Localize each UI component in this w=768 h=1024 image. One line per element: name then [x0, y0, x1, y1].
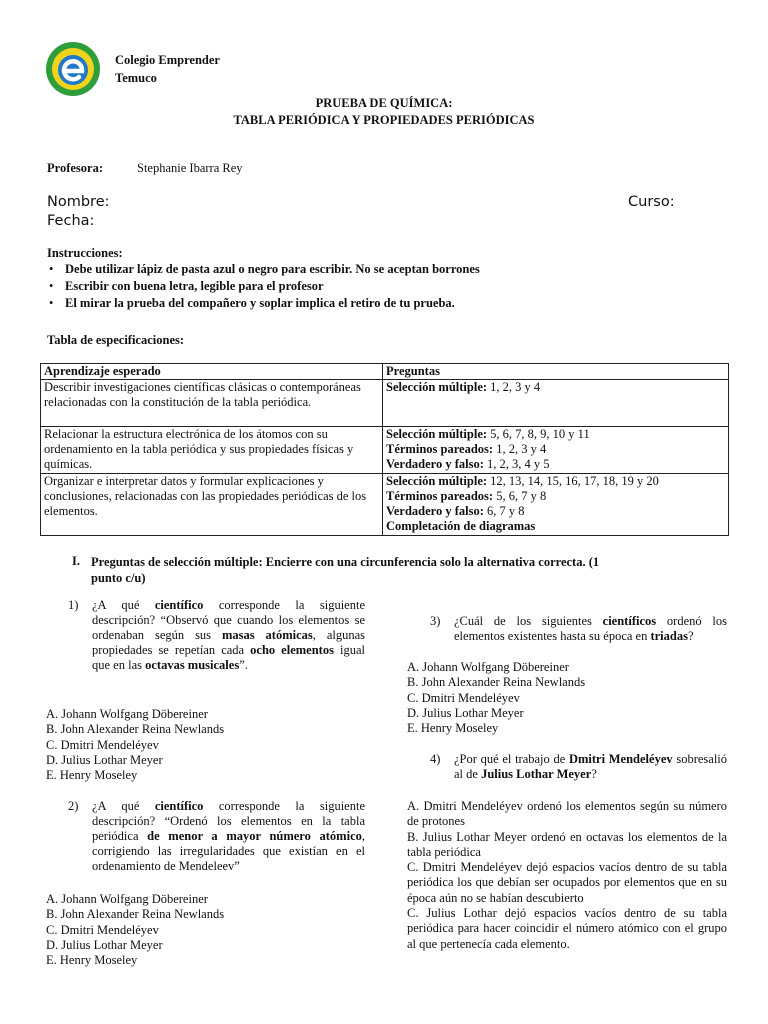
spec-q-value: 6, 7 y 8: [483, 504, 525, 518]
section1-heading: [91, 554, 741, 586]
section1-heading-line1: Preguntas de selección múltiple: Encierre con una circunferencia solo la alternativa correcta. (1: [91, 555, 600, 569]
teacher-name: Stephanie Ibarra Rey: [137, 161, 243, 175]
spec-q-value: 12, 13, 14, 15, 16, 17, 18, 19 y 20: [487, 474, 659, 488]
name-label: Nombre:: [47, 194, 110, 210]
answer-option[interactable]: A. Johann Wolfgang Döbereiner: [46, 707, 208, 721]
teacher-label: Profesora:: [47, 161, 103, 175]
spec-q-label: Selección múltiple:: [386, 380, 488, 394]
section1-heading-line2: punto c/u): [91, 571, 146, 585]
instructions-list: [47, 261, 727, 312]
question-4: [430, 752, 727, 782]
answer-option[interactable]: E. Henry Moseley: [46, 768, 138, 783]
spec-q-label: Selección múltiple:: [386, 427, 488, 441]
spec-questions-cell: [383, 427, 729, 474]
q1-options: [46, 707, 224, 783]
spec-q-label: Verdadero y falso:: [386, 457, 484, 471]
answer-option[interactable]: A. Johann Wolfgang Döbereiner: [46, 892, 208, 906]
spec-q-value: 5, 6, 7, 8, 9, 10 y 11: [487, 427, 590, 441]
answer-option[interactable]: C. Dmitri Mendeléyev: [407, 690, 520, 705]
question-3: [430, 614, 727, 644]
spec-q-label: Completación de diagramas: [386, 519, 536, 533]
question-text: ¿A qué científico corresponde la siguiente descripción? “Observó que cuando los elementos se ordenaban según sus masas atómicas, algunas propiedades se repetían cada ocho elementos igual que en las octavas musicales”.: [92, 598, 365, 672]
date-label: Fecha:: [47, 213, 95, 229]
question-2: [68, 799, 365, 874]
answer-option[interactable]: E. Henry Moseley: [46, 953, 138, 968]
spec-q-value: 1, 2, 3, 4 y 5: [483, 457, 550, 471]
spec-table-heading: Tabla de especificaciones:: [47, 333, 185, 347]
question-text: ¿Cuál de los siguientes científicos ordenó los elementos existentes hasta su época en triadas?: [454, 614, 727, 643]
spec-q-value: 5, 6, 7 y 8: [493, 489, 547, 503]
spec-learning-cell: Organizar e interpretar datos y formular explicaciones y conclusiones, relacionadas con las propiedades periódicas de los elementos.: [41, 474, 383, 536]
answer-option[interactable]: D. Julius Lothar Meyer: [407, 705, 524, 720]
spec-table: [40, 363, 729, 536]
instruction-item: • Debe utilizar lápiz de pasta azul o negro para escribir. No se aceptan borrones: [47, 261, 727, 278]
instruction-item: • Escribir con buena letra, legible para el profesor: [47, 278, 727, 295]
spec-questions-cell: [383, 474, 729, 536]
table-row: [41, 380, 729, 427]
question-text: ¿Por qué el trabajo de Dmitri Mendeléyev sobresalió al de Julius Lothar Meyer?: [454, 752, 728, 781]
question-1: [68, 598, 365, 673]
answer-option[interactable]: C. Dmitri Mendeléyev: [46, 737, 159, 752]
exam-title-line2: TABLA PERIÓDICA Y PROPIEDADES PERIÓDICAS: [233, 113, 535, 127]
school-city: Temuco: [115, 71, 157, 85]
spec-learning-cell: Relacionar la estructura electrónica de los átomos con su ordenamiento en la tabla periódica y sus propiedades físicas y químicas.: [41, 427, 383, 474]
exam-title: [0, 96, 768, 128]
question-number: 1): [68, 598, 79, 612]
answer-option[interactable]: C. Julius Lothar dejó espacios vacíos dentro de su tabla periódica para hacer coincidir el número atómico con el grupo al que pertenecía cada elemento.: [407, 906, 727, 951]
question-number: 4): [430, 752, 441, 766]
section1-numeral: I.: [72, 554, 80, 568]
answer-option[interactable]: A. Dmitri Mendeléyev ordenó los elementos según su número de protones: [407, 799, 727, 829]
table-row: [41, 427, 729, 474]
spec-q-label: Verdadero y falso:: [386, 504, 484, 518]
spec-q-value: 1, 2, 3 y 4: [487, 380, 541, 394]
answer-option[interactable]: C. Dmitri Mendeléyev: [46, 922, 159, 937]
q2-options: [46, 892, 224, 968]
school-name: Colegio Emprender: [115, 53, 220, 67]
answer-option[interactable]: D. Julius Lothar Meyer: [46, 937, 163, 952]
spec-q-label: Términos pareados:: [386, 489, 494, 503]
exam-title-line1: PRUEBA DE QUÍMICA:: [315, 96, 453, 110]
spec-col-questions: Preguntas: [383, 364, 729, 380]
spec-questions-cell: [383, 380, 729, 427]
answer-option[interactable]: B. John Alexander Reina Newlands: [407, 675, 586, 690]
school-logo-icon: [44, 40, 102, 98]
answer-option[interactable]: B. John Alexander Reina Newlands: [46, 907, 225, 922]
spec-learning-cell: Describir investigaciones científicas clásicas o contemporáneas relacionadas con la constitución de la tabla periódica.: [41, 380, 383, 427]
question-number: 3): [430, 614, 441, 628]
table-row: [41, 474, 729, 536]
answer-option[interactable]: A. Johann Wolfgang Döbereiner: [407, 660, 569, 674]
question-text: ¿A qué científico corresponde la siguiente descripción? “Ordenó los elementos en la tabla periódica de menor a mayor número atómico, corrigiendo las irregularidades que existían en el ordenamiento de Mendeleev”: [92, 799, 365, 873]
instructions: [47, 245, 727, 312]
instruction-item: • El mirar la prueba del compañero y soplar implica el retiro de tu prueba.: [47, 295, 727, 312]
course-label: Curso:: [628, 194, 675, 210]
answer-option[interactable]: B. Julius Lothar Meyer ordenó en octavas los elementos de la tabla periódica: [407, 829, 727, 859]
answer-option[interactable]: C. Dmitri Mendeléyev dejó espacios vacíos dentro de su tabla periódica los que debían ser ocupados por elementos que en su época aún no se habían descubierto: [407, 860, 727, 905]
q4-options: [407, 799, 727, 952]
spec-q-value: 1, 2, 3 y 4: [493, 442, 547, 456]
school-logo: [44, 40, 102, 98]
question-number: 2): [68, 799, 79, 813]
spec-q-label: Selección múltiple:: [386, 474, 488, 488]
answer-option[interactable]: E. Henry Moseley: [407, 721, 499, 736]
spec-col-learning: Aprendizaje esperado: [41, 364, 383, 380]
answer-option[interactable]: D. Julius Lothar Meyer: [46, 752, 163, 767]
spec-table-header-row: [41, 364, 729, 380]
instructions-heading: Instrucciones:: [47, 246, 123, 260]
spec-q-label: Términos pareados:: [386, 442, 494, 456]
q3-options: [407, 660, 585, 736]
answer-option[interactable]: B. John Alexander Reina Newlands: [46, 722, 225, 737]
